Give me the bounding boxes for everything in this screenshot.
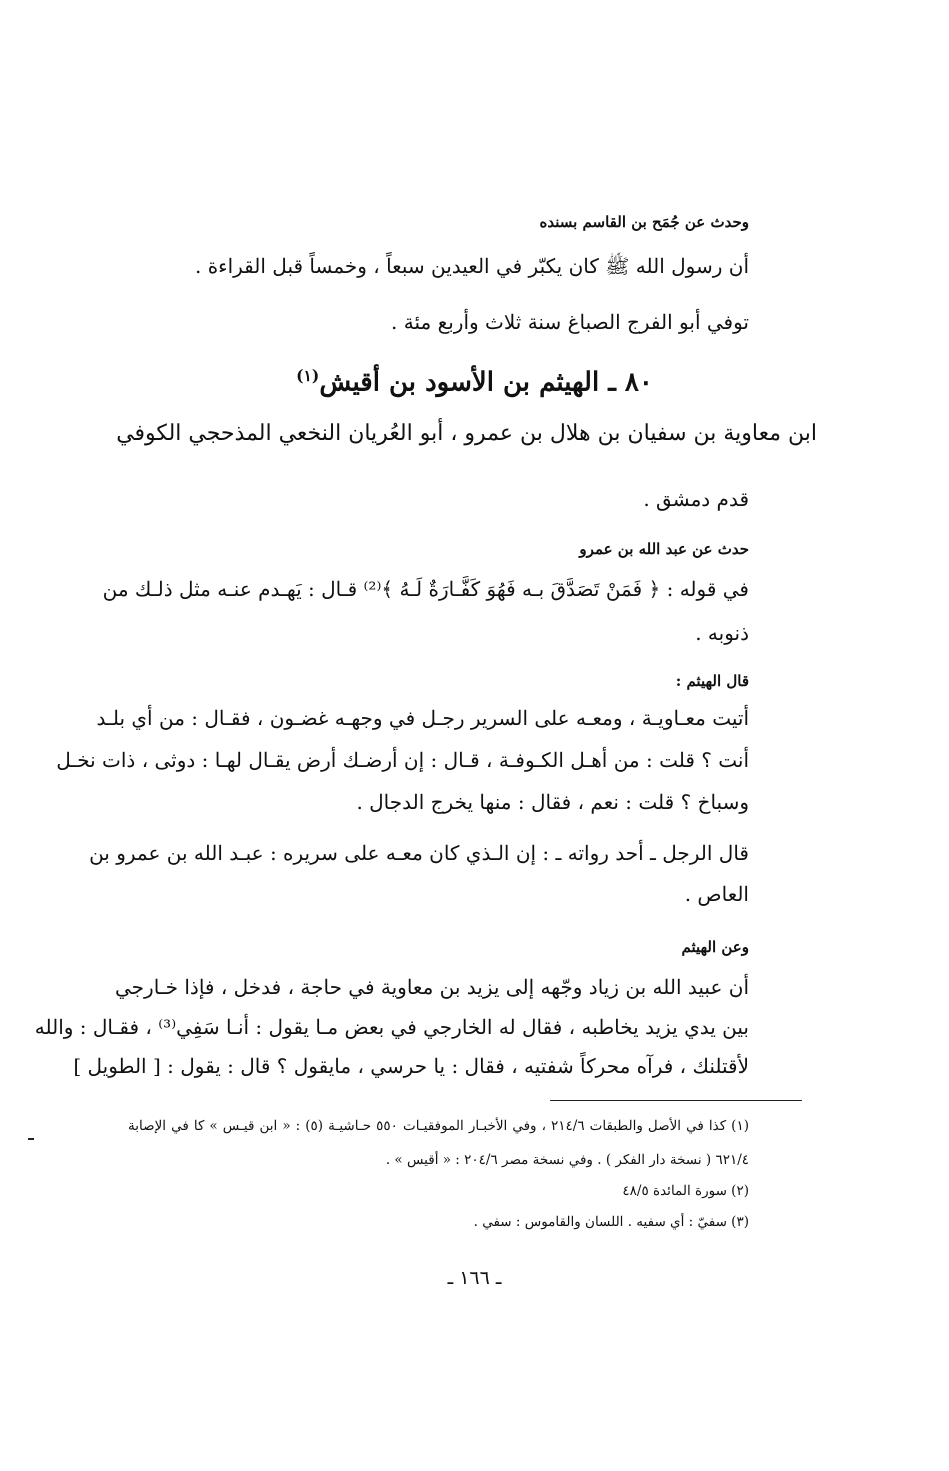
footnote-3: (٣) سفيّ : أي سفيه . اللسان والقاموس : سفي .	[473, 1214, 749, 1230]
paragraph-line: قال الرجل ـ أحد رواته ـ : إن الـذي كان معـه على سريره : عبـد الله بن عمرو بن	[89, 841, 749, 865]
tafsir-text: ذنوبه .	[695, 621, 749, 645]
paragraph-line: لأقتلنك ، فرآه محركاً شفتيه ، فقال : يا حرسي ، مايقول ؟ قال : يقول : [ الطويل ]	[73, 1054, 749, 1078]
lineage-line: ابن معاوية بن سفيان بن هلال بن عمرو ، أبو العُريان النخعي المذحجي الكوفي	[116, 421, 817, 446]
tafsir-text: في قوله : ﴿ فَمَنْ تَصَدَّقَ بـه فَهُوَ كَفَّـارَةٌ لَـهُ ﴾⁽²⁾ قـال : يَهـدم عنـه مثل ذلـك من	[102, 577, 749, 601]
hadith-text: أن رسول الله ﷺ كان يكبّر في العيدين سبعاً ، وخمساً قبل القراءة .	[194, 254, 749, 278]
narrator-line: قال الهيثم :	[675, 672, 749, 690]
footnote-separator	[550, 1100, 802, 1101]
footnote-1: (١) كذا في الأصل والطبقات ٢١٤/٦ ، وفي الأخبـار الموفقيـات ٥٥٠ حـاشيـة (٥) : « ابن قيـس » كا في الإصابة	[128, 1118, 749, 1134]
heading-footnote-ref: (١)	[296, 366, 320, 385]
narrator-line: وعن الهيثم	[681, 938, 749, 956]
paragraph-line: وسباخ ؟ قلت : نعم ، فقال : منها يخرج الدجال .	[356, 790, 749, 814]
paragraph-line: العاص .	[684, 882, 749, 906]
page-number: ـ ١٦٦ ـ	[447, 1267, 502, 1289]
footnote-2: (٢) سورة المائدة ٤٨/٥	[622, 1183, 749, 1199]
margin-mark	[28, 1138, 34, 1140]
paragraph-line: أتيت معـاويـة ، ومعـه على السرير رجـل في وجهـه غضـون ، فقـال : من أي بلـد	[96, 706, 749, 730]
footnote-1-cont: ٦٢١/٤ ( نسخة دار الفكر ) . وفي نسخة مصر ٢٠٤/٦ : « أقيس » .	[385, 1152, 749, 1168]
paragraph-line: أنت ؟ قلت : من أهـل الكـوفـة ، قـال : إن أرضـك أرض يقـال لهـا : دوثى ، ذات نخـل	[56, 748, 749, 772]
biography-heading	[0, 366, 949, 398]
death-note: توفي أبو الفرج الصباغ سنة ثلاث وأربع مئة .	[391, 310, 749, 334]
narrator-line: حدث عن عبد الله بن عمرو	[579, 540, 749, 558]
heading-title: ٨٠ ـ الهيثم بن الأسود بن أقيش	[319, 367, 653, 398]
paragraph-line: أن عبيد الله بن زياد وجّهه إلى يزيد بن معاوية في حاجة ، فدخل ، فإذا خـارجي	[115, 975, 749, 999]
narrator-line: وحدث عن جُمَح بن القاسم بسنده	[539, 213, 749, 231]
came-to-damascus: قدم دمشق .	[643, 487, 749, 511]
paragraph-line: بين يدي يزيد يخاطبه ، فقال له الخارجي في بعض مـا يقول : أنـا سَفِي⁽³⁾ ، فقـال : والله	[34, 1015, 749, 1039]
